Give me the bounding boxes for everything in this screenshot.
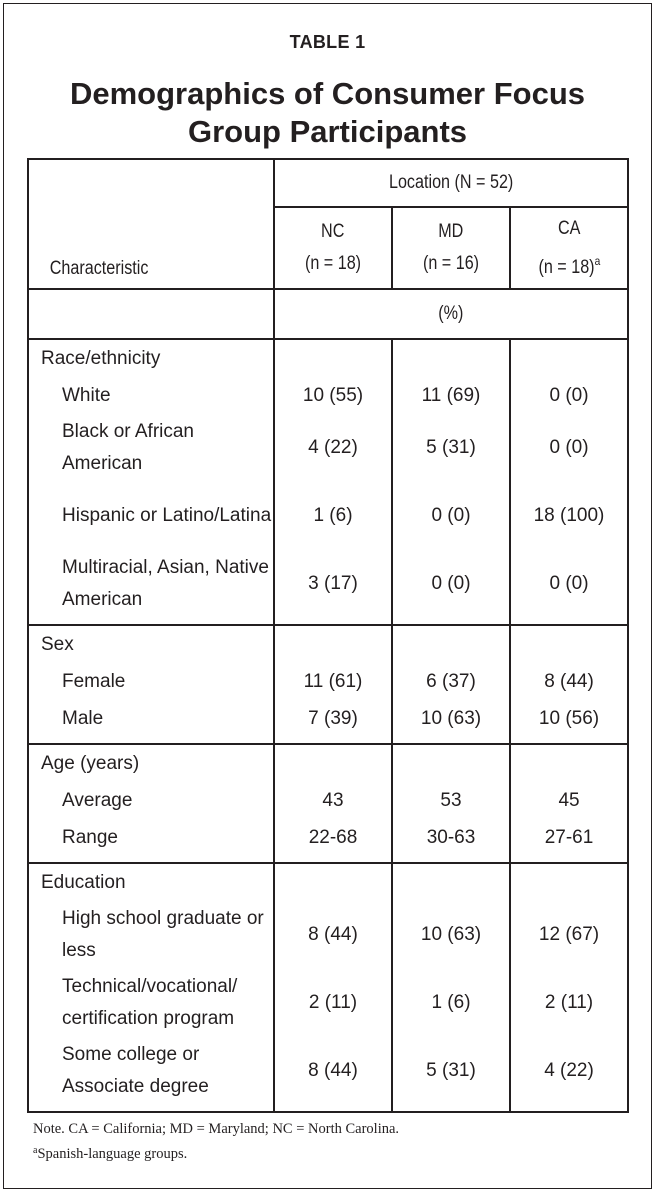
table-row [28,550,628,625]
row-value: 0 (0) [392,550,510,625]
empty-cell [392,339,510,377]
table-row [28,782,628,819]
row-label: Range [28,819,274,863]
row-label: White [28,377,274,414]
table-notes [33,1118,623,1165]
section-title: Education [28,863,274,901]
row-value: 18 (100) [510,482,628,550]
row-label: Some college or Associate degree [28,1037,274,1112]
row-value: 10 (63) [392,901,510,969]
row-value: 0 (0) [510,550,628,625]
location-header-text: Location (N = 52) [388,172,514,193]
row-value: 10 (55) [274,377,392,414]
empty-cell [510,863,628,901]
table-row [28,1037,628,1112]
column-header-2 [510,207,628,289]
row-label: High school graduate or less [28,901,274,969]
column-n-text: (n = 16) [422,253,480,274]
table-row [28,901,628,969]
row-value: 3 (17) [274,550,392,625]
row-value: 10 (63) [392,700,510,744]
empty-cell [392,863,510,901]
empty-cell [274,744,392,782]
table-label: TABLE 1 [289,32,366,52]
row-value: 11 (61) [274,663,392,700]
column-n-text: (n = 18) [538,256,595,278]
row-value: 8 (44) [510,663,628,700]
note-line: Note. CA = California; MD = Maryland; NC = North Carolina. [33,1121,400,1137]
column-header-1 [392,207,510,289]
location-header [274,159,628,207]
row-value: 22-68 [274,819,392,863]
row-label: Hispanic or Latino/Latina [28,482,274,550]
row-value: 6 (37) [392,663,510,700]
section-header-row [28,863,628,901]
row-value: 53 [392,782,510,819]
table-row [28,482,628,550]
row-label: Multiracial, Asian, Native American [28,550,274,625]
row-value: 8 (44) [274,1037,392,1112]
section-title: Race/ethnicity [28,339,274,377]
section-title: Age (years) [28,744,274,782]
row-label: Technical/vocational/ certification program [28,969,274,1037]
row-value: 1 (6) [274,482,392,550]
column-name: NC [321,221,345,242]
row-value: 0 (0) [510,377,628,414]
row-label: Black or African American [28,414,274,482]
table-row [28,414,628,482]
row-value: 10 (56) [510,700,628,744]
empty-cell [510,744,628,782]
section-header-row [28,744,628,782]
section-header-row [28,339,628,377]
row-value: 0 (0) [510,414,628,482]
characteristic-header-text: Characteristic [49,258,149,279]
table-title [4,75,651,151]
column-n [538,245,600,284]
demographics-table [27,158,629,1113]
footnote-marker: a [33,1145,38,1156]
column-n [423,248,479,280]
table-row [28,969,628,1037]
percent-header-text: (%) [438,303,464,324]
table-row [28,663,628,700]
table-row [28,377,628,414]
row-label: Female [28,663,274,700]
characteristic-header [28,159,274,289]
row-value: 11 (69) [392,377,510,414]
table-title-text: Demographics of Consumer Focus Group Participants [69,76,586,149]
table-row [28,819,628,863]
section-title: Sex [28,625,274,663]
column-name: MD [438,221,464,242]
row-value: 0 (0) [392,482,510,550]
empty-cell [392,625,510,663]
empty-cell [510,339,628,377]
row-value: 12 (67) [510,901,628,969]
empty-cell [274,625,392,663]
row-value: 7 (39) [274,700,392,744]
table-row [28,700,628,744]
empty-cell [510,625,628,663]
row-value: 4 (22) [510,1037,628,1112]
column-sup: a [594,253,600,268]
row-value: 2 (11) [510,969,628,1037]
row-label: Male [28,700,274,744]
row-value: 43 [274,782,392,819]
table-body [28,339,628,1112]
row-value: 1 (6) [392,969,510,1037]
empty-cell [274,339,392,377]
row-value: 5 (31) [392,414,510,482]
column-n [305,248,361,280]
row-value: 8 (44) [274,901,392,969]
column-name: CA [557,217,581,239]
empty-cell [274,863,392,901]
column-n-text: (n = 18) [304,253,362,274]
row-value: 45 [510,782,628,819]
row-value: 30-63 [392,819,510,863]
row-value: 5 (31) [392,1037,510,1112]
row-label: Average [28,782,274,819]
empty-cell [392,744,510,782]
column-header-0 [274,207,392,289]
row-value: 2 (11) [274,969,392,1037]
footnote-text: Spanish-language groups. [37,1146,188,1162]
section-header-row [28,625,628,663]
percent-header [274,289,628,339]
row-value: 4 (22) [274,414,392,482]
table-head [28,159,628,339]
unit-blank-cell [28,289,274,339]
row-value: 27-61 [510,819,628,863]
footnote-line [33,1140,623,1165]
